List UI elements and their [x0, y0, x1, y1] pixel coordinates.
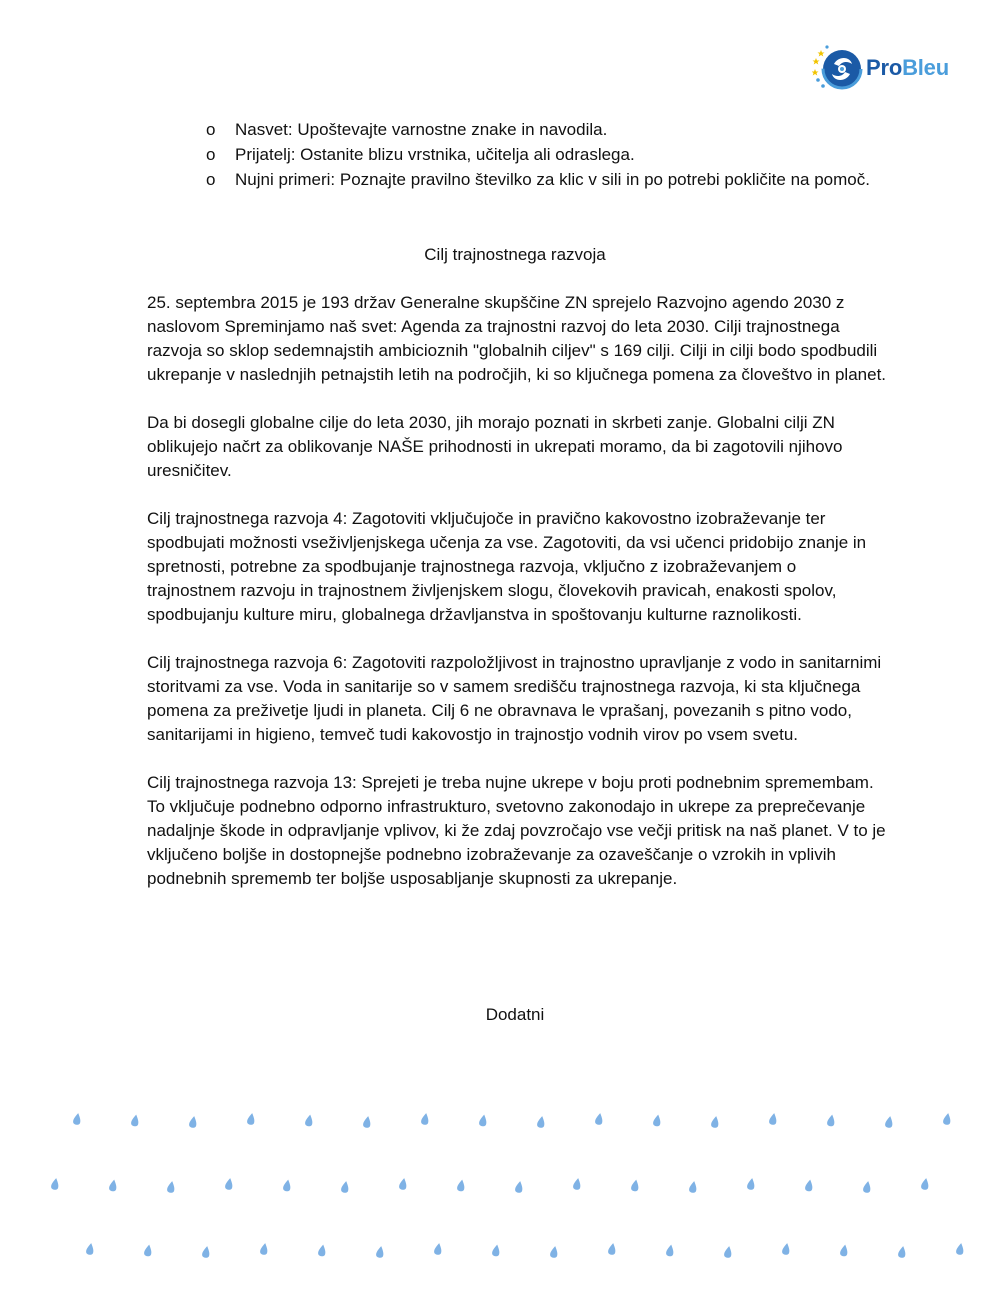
water-drop-icon: [399, 1177, 408, 1190]
water-drop-icon: [202, 1245, 211, 1258]
water-drop-icon: [247, 1112, 256, 1125]
footer-heading: Dodatni: [485, 1005, 545, 1024]
probleu-wordmark: [866, 55, 949, 81]
water-drop-icon: [73, 1112, 82, 1125]
water-drop-icon: [863, 1180, 872, 1193]
section-heading: Cilj trajnostnega razvoja: [424, 245, 606, 264]
water-drop-icon: [492, 1244, 501, 1257]
water-drop-icon: [805, 1179, 814, 1192]
water-drop-icon: [144, 1244, 153, 1257]
water-drop-icon: [943, 1112, 952, 1125]
paragraph: Cilj trajnostnega razvoja 13: Sprejeti je treba nujne ukrepe v boju proti podnebnim spremembam. To vključuje podnebno odporno infrastrukturo, svetovno zakonodajo in ukrepe za preprečevanje nadaljnje škode in odpravljanje vplivov, ki že zdaj povzročajo vse večji pritisk na naš planet. V to je vključeno boljše in dostopnejše podnebno izobraževanje za ozaveščanje o vzrokih in vplivih podnebnih sprememb ter boljše usposabljanje skupnosti za ukrepanje.: [147, 773, 886, 888]
water-drop-icon: [318, 1244, 327, 1257]
water-drop-icon: [363, 1115, 372, 1128]
paragraph: Cilj trajnostnega razvoja 4: Zagotoviti vključujoče in pravično kakovostno izobraževanje ter spodbujati možnosti vseživljenjskega učenja za vse. Zagotoviti, da vsi učenci pridobijo znanje in spretnosti, potrebne za spodbujanje trajnostnega razvoja, vključno z izobraževanjem o trajnostnem razvoju in trajnostnem življenjskem slogu, človekovih pravicah, enakosti spolov, spodbujanju kulture miru, globalnega državljanstva in spoštovanju kulturne raznolikosti.: [147, 509, 867, 624]
list-item-text: Nasvet: Upoštevajte varnostne znake in navodila.: [235, 120, 608, 139]
list-item: [198, 167, 888, 192]
paragraph: 25. septembra 2015 je 193 držav Generalne skupščine ZN sprejelo Razvojno agendo 2030 z naslovom Spreminjamo naš svet: Agenda za trajnostni razvoj do leta 2030. Cilji trajnostnega razvoja so sklop sedemnajstih ambicioznih "globalnih ciljev" s 169 cilji. Cilji in cilji bodo spodbudili ukrepanje v naslednjih petnajstih letih na področjih, ki so ključnega pomena za človeštvo in planet.: [147, 293, 887, 384]
water-drop-icon: [167, 1180, 176, 1193]
list-item: [198, 117, 888, 142]
body-text: [147, 291, 887, 915]
water-drop-icon: [595, 1112, 604, 1125]
water-drop-icon: [305, 1114, 314, 1127]
water-drop-icon: [711, 1115, 720, 1128]
water-drop-icon: [260, 1242, 269, 1255]
water-drop-icon: [666, 1244, 675, 1257]
water-drop-icon: [769, 1112, 778, 1125]
water-drop-icon: [782, 1242, 791, 1255]
water-drop-icon: [376, 1245, 385, 1258]
water-drop-icon: [109, 1179, 118, 1192]
list-item-text: Prijatelj: Ostanite blizu vrstnika, učitelja ali odraslega.: [235, 145, 635, 164]
water-drop-icon: [573, 1177, 582, 1190]
water-drop-icon: [225, 1177, 234, 1190]
water-drop-icon: [921, 1177, 930, 1190]
brand-part-pro: Pro: [866, 55, 903, 80]
list-item-text: Nujni primeri: Poznajte pravilno številko za klic v sili in po potrebi pokličite na pomoč.: [235, 170, 870, 189]
water-drop-icon: [827, 1114, 836, 1127]
water-drop-icon: [885, 1115, 894, 1128]
bullet-marker: o: [206, 120, 216, 139]
water-drop-icon: [479, 1114, 488, 1127]
list-item: [198, 142, 888, 167]
water-drop-icon: [86, 1242, 95, 1255]
water-drop-icon: [724, 1245, 733, 1258]
water-drop-icon: [840, 1244, 849, 1257]
water-drop-icon: [537, 1115, 546, 1128]
water-drop-icon: [608, 1242, 617, 1255]
water-drop-icon: [189, 1115, 198, 1128]
water-drop-icon: [283, 1179, 292, 1192]
tips-list: [198, 117, 888, 192]
water-drop-icon: [421, 1112, 430, 1125]
probleu-logo: [812, 44, 972, 94]
water-drop-icon: [631, 1179, 640, 1192]
water-drop-icon: [457, 1179, 466, 1192]
water-drop-icon: [434, 1242, 443, 1255]
water-drop-icon: [747, 1177, 756, 1190]
water-drop-icon: [898, 1245, 907, 1258]
brand-part-bleu: Bleu: [902, 55, 949, 80]
paragraph: Da bi dosegli globalne cilje do leta 2030, jih morajo poznati in skrbeti zanje. Globalni cilji ZN oblikujejo načrt za oblikovanje NAŠE prihodnosti in ukrepati moramo, da bi zagotovili njihovo uresničitev.: [147, 413, 843, 480]
water-drop-icon: [341, 1180, 350, 1193]
bullet-marker: o: [206, 170, 216, 189]
paragraph: Cilj trajnostnega razvoja 6: Zagotoviti razpoložljivost in trajnostno upravljanje z vodo in sanitarnimi storitvami za vse. Voda in sanitarije so v samem središču trajnostnega razvoja, ki sta ključnega pomena za preživetje ljudi in planeta. Cilj 6 ne obravnava le vprašanj, povezanih s pitno vodo, sanitarijami in higieno, temveč tudi kakovostjo in trajnostjo vodnih virov po vsem svetu.: [147, 653, 882, 744]
water-drop-icon: [653, 1114, 662, 1127]
water-drop-icon: [51, 1177, 60, 1190]
water-drop-icon: [515, 1180, 524, 1193]
water-drop-icon: [956, 1242, 965, 1255]
water-drop-icon: [550, 1245, 559, 1258]
water-drop-icon: [689, 1180, 698, 1193]
decorative-drops: [0, 1100, 1000, 1270]
probleu-logo-mark-icon: [812, 44, 864, 94]
bullet-marker: o: [206, 145, 216, 164]
water-drop-icon: [131, 1114, 140, 1127]
